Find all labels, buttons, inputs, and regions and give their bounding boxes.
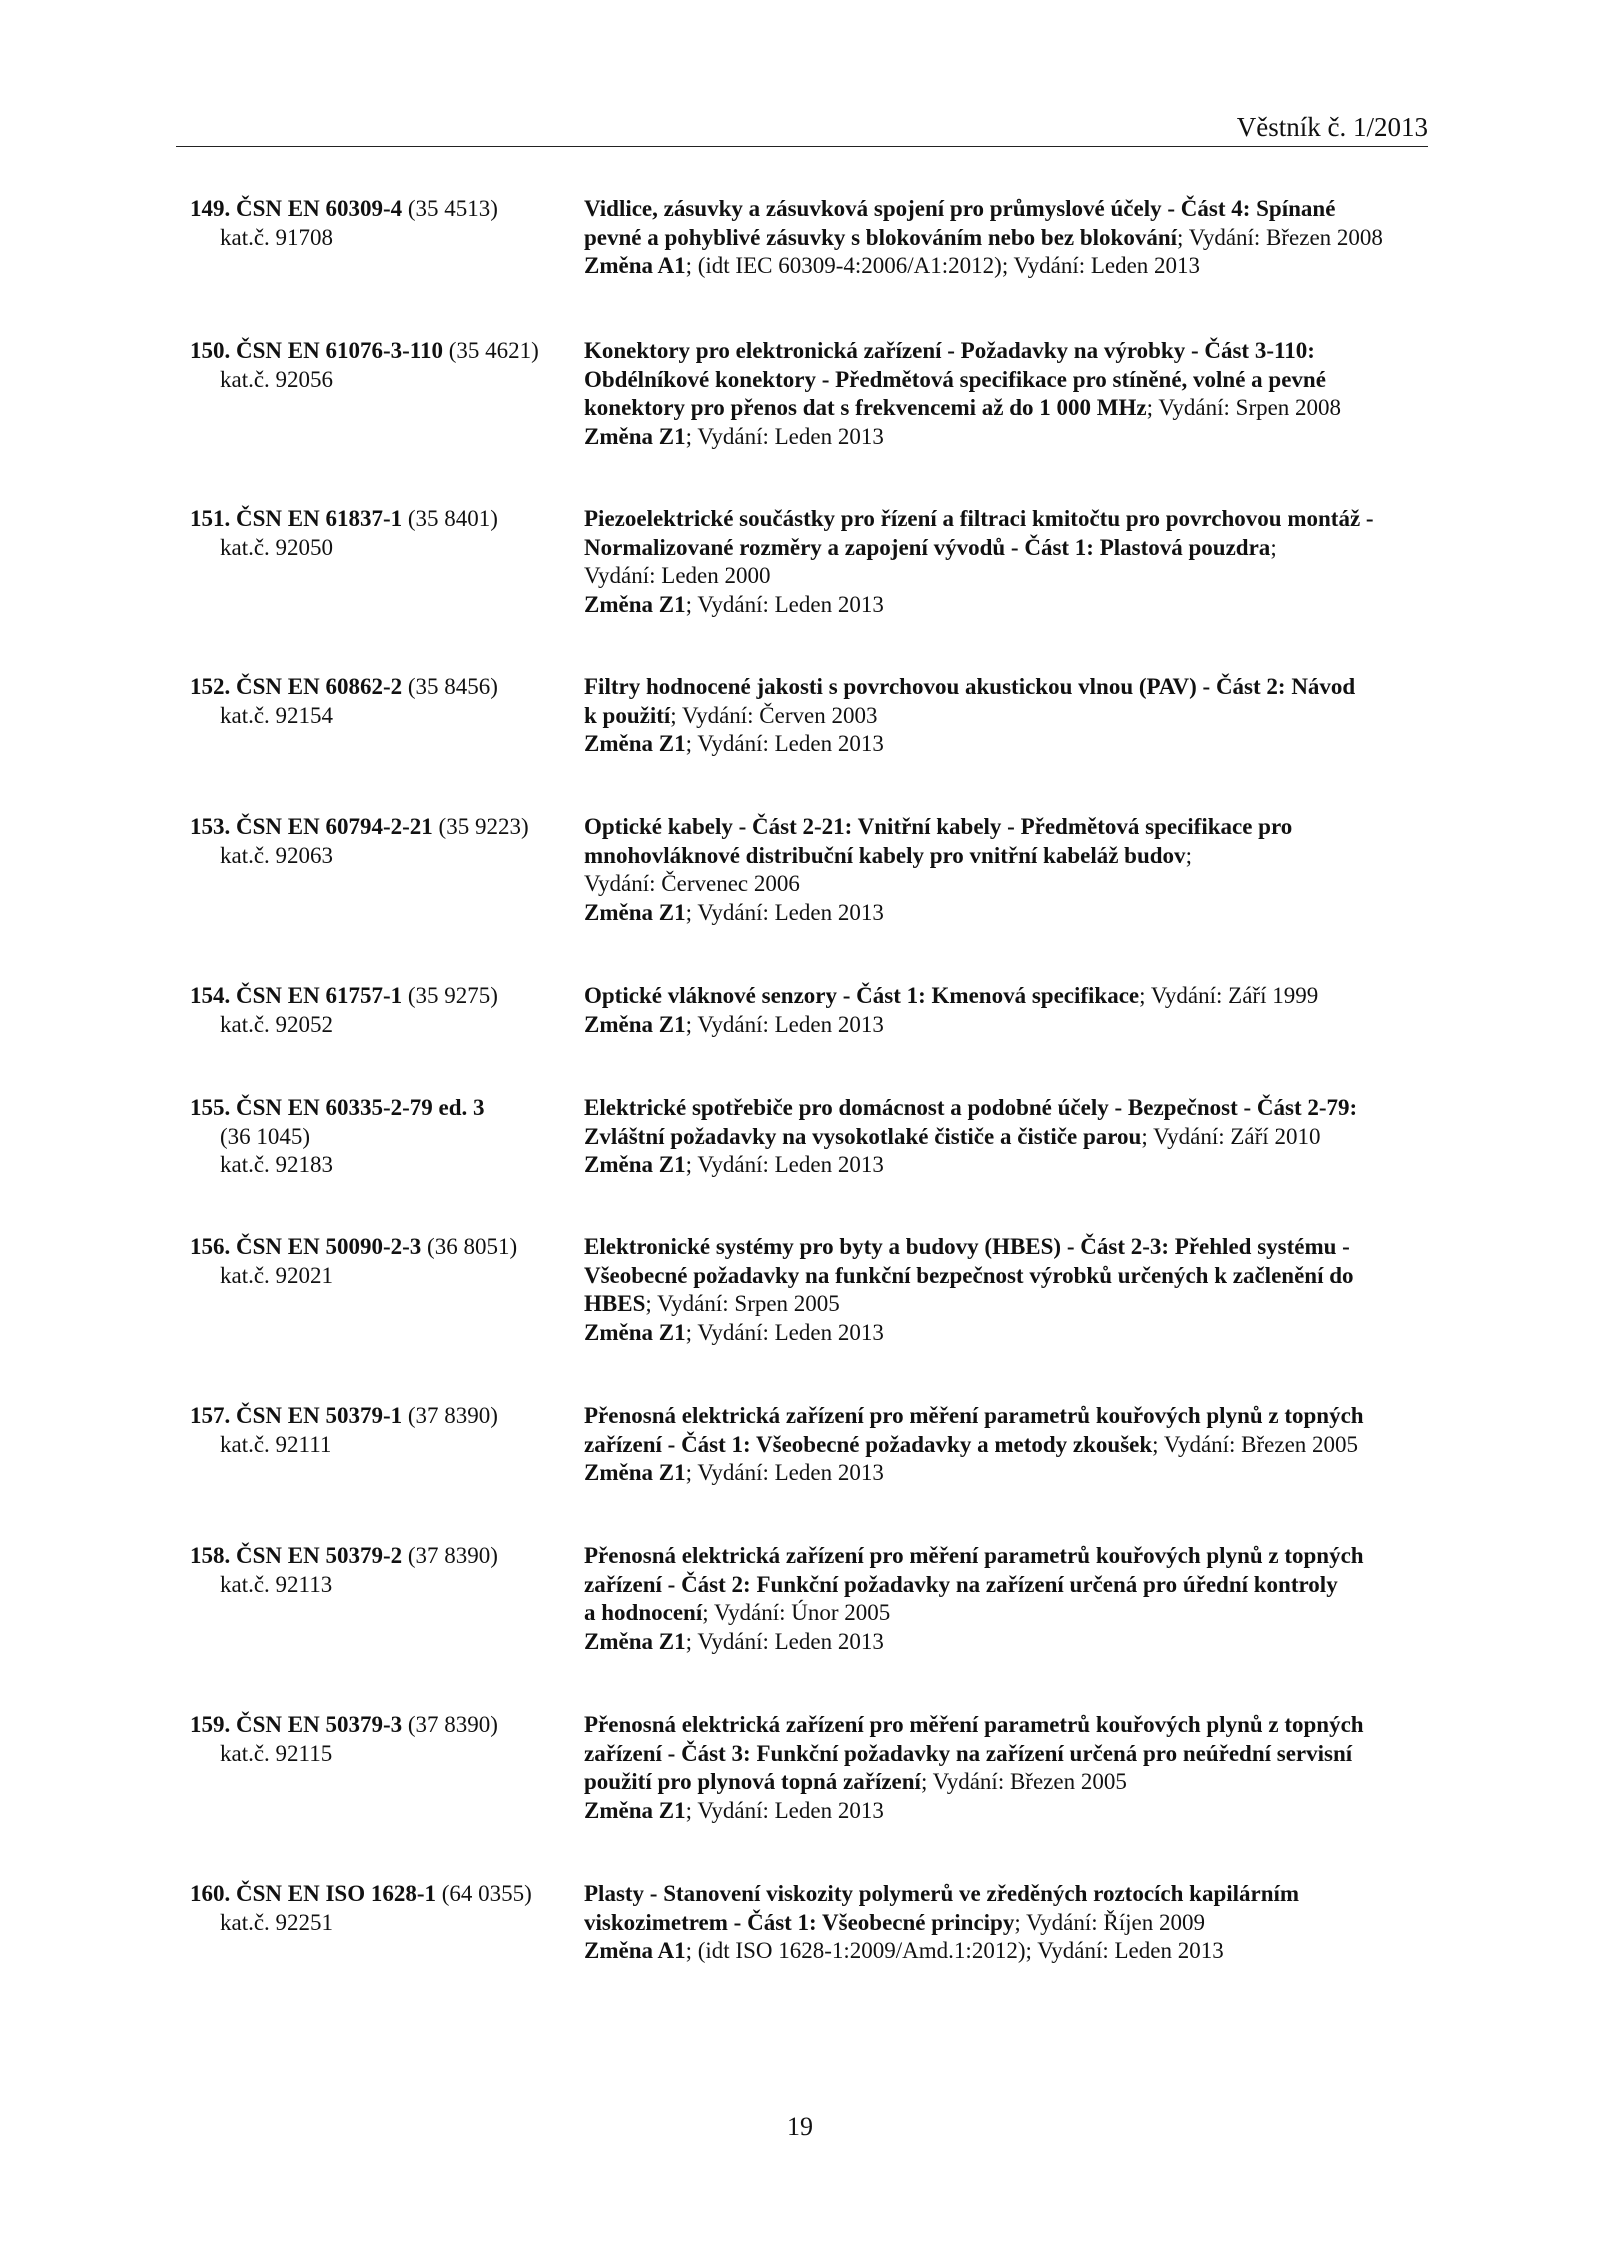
description-line: Normalizované rozměry a zapojení vývodů - Část 1: Plastová pouzdra; — [584, 534, 1277, 560]
description-line: Zvláštní požadavky na vysokotlaké čističe a čističe parou; Vydání: Září 2010 — [584, 1123, 1321, 1149]
standard-code: 150. ČSN EN 61076-3-110 (35 4621) — [190, 338, 539, 363]
standard-code: 153. ČSN EN 60794-2-21 (35 9223) — [190, 814, 529, 839]
description-line: zařízení - Část 2: Funkční požadavky na zařízení určená pro úřední kontroly — [584, 1571, 1338, 1597]
standard-description — [584, 1233, 1434, 1347]
standard-code: 155. ČSN EN 60335-2-79 ed. 3 — [190, 1095, 485, 1120]
standard-code: 160. ČSN EN ISO 1628-1 (64 0355) — [190, 1881, 532, 1906]
standard-designation — [190, 1880, 560, 1937]
description-line: konektory pro přenos dat s frekvencemi až do 1 000 MHz; Vydání: Srpen 2008 — [584, 395, 1342, 421]
description-line: viskozimetrem - Část 1: Všeobecné principy; Vydání: Říjen 2009 — [584, 1909, 1205, 1935]
standard-class: (36 1045) — [220, 1123, 311, 1149]
catalog-number: kat.č. 92183 — [220, 1152, 334, 1178]
description-line: Změna Z1; Vydání: Leden 2013 — [584, 1797, 884, 1823]
description-line: Obdélníkové konektory - Předmětová specifikace pro stíněné, volné a pevné — [584, 366, 1326, 392]
standard-designation — [190, 982, 560, 1039]
page-header-title: Věstník č. 1/2013 — [1236, 112, 1428, 142]
standard-description — [584, 673, 1434, 759]
description-line: Změna Z1; Vydání: Leden 2013 — [584, 731, 884, 757]
description-line: zařízení - Část 3: Funkční požadavky na zařízení určená pro neúřední servisní — [584, 1740, 1353, 1766]
description-line: pevné a pohyblivé zásuvky s blokováním nebo bez blokování; Vydání: Březen 2008 — [584, 224, 1383, 250]
catalog-number: kat.č. 92052 — [220, 1011, 334, 1037]
description-line: Plasty - Stanovení viskozity polymerů ve zředěných roztocích kapilárním — [584, 1881, 1300, 1906]
standard-description — [584, 1880, 1434, 1966]
standard-code: 158. ČSN EN 50379-2 (37 8390) — [190, 1543, 498, 1568]
standard-description — [584, 813, 1434, 927]
description-line: Změna Z1; Vydání: Leden 2013 — [584, 423, 884, 449]
description-line: Přenosná elektrická zařízení pro měření parametrů kouřových plynů z topných — [584, 1403, 1364, 1428]
description-line: Změna Z1; Vydání: Leden 2013 — [584, 899, 884, 925]
description-line: Změna Z1; Vydání: Leden 2013 — [584, 1011, 884, 1037]
description-line: Přenosná elektrická zařízení pro měření parametrů kouřových plynů z topných — [584, 1543, 1364, 1568]
description-line: Optické vláknové senzory - Část 1: Kmenová specifikace; Vydání: Září 1999 — [584, 983, 1319, 1008]
description-line: Změna Z1; Vydání: Leden 2013 — [584, 1152, 884, 1178]
catalog-number: kat.č. 92113 — [220, 1571, 333, 1597]
standard-designation — [190, 1094, 560, 1180]
description-line: použití pro plynová topná zařízení; Vydání: Březen 2005 — [584, 1769, 1127, 1795]
description-line: HBES; Vydání: Srpen 2005 — [584, 1291, 840, 1317]
catalog-number: kat.č. 92056 — [220, 366, 334, 392]
standard-designation — [190, 1711, 560, 1768]
standard-code: 156. ČSN EN 50090-2-3 (36 8051) — [190, 1234, 518, 1259]
standard-designation — [190, 1233, 560, 1290]
standard-description — [584, 1094, 1434, 1180]
catalog-number: kat.č. 92063 — [220, 842, 334, 868]
description-line: Změna Z1; Vydání: Leden 2013 — [584, 1628, 884, 1654]
catalog-number: kat.č. 92111 — [220, 1431, 332, 1457]
description-line: Změna Z1; Vydání: Leden 2013 — [584, 591, 884, 617]
standard-code: 151. ČSN EN 61837-1 (35 8401) — [190, 506, 498, 531]
standard-designation — [190, 505, 560, 562]
description-line: Filtry hodnocené jakosti s povrchovou akustickou vlnou (PAV) - Část 2: Návod — [584, 674, 1356, 699]
catalog-number: kat.č. 92154 — [220, 702, 334, 728]
standard-description — [584, 1542, 1434, 1656]
description-line: Přenosná elektrická zařízení pro měření parametrů kouřových plynů z topných — [584, 1712, 1364, 1737]
standard-description — [584, 982, 1434, 1039]
standard-designation — [190, 337, 560, 394]
catalog-number: kat.č. 92115 — [220, 1740, 333, 1766]
standard-designation — [190, 813, 560, 870]
standard-code: 157. ČSN EN 50379-1 (37 8390) — [190, 1403, 498, 1428]
description-line: Elektrické spotřebiče pro domácnost a podobné účely - Bezpečnost - Část 2-79: — [584, 1095, 1358, 1120]
description-line: Všeobecné požadavky na funkční bezpečnost výrobků určených k začlenění do — [584, 1262, 1354, 1288]
standard-code: 159. ČSN EN 50379-3 (37 8390) — [190, 1712, 498, 1737]
catalog-number: kat.č. 91708 — [220, 224, 334, 250]
description-line: zařízení - Část 1: Všeobecné požadavky a metody zkoušek; Vydání: Březen 2005 — [584, 1431, 1359, 1457]
standard-description — [584, 337, 1434, 451]
catalog-number: kat.č. 92050 — [220, 534, 334, 560]
catalog-number: kat.č. 92251 — [220, 1909, 334, 1935]
description-line: k použití; Vydání: Červen 2003 — [584, 702, 878, 728]
description-line: Vidlice, zásuvky a zásuvková spojení pro průmyslové účely - Část 4: Spínané — [584, 196, 1336, 221]
standard-description — [584, 505, 1434, 619]
header-rule — [176, 146, 1428, 147]
standard-code: 149. ČSN EN 60309-4 (35 4513) — [190, 196, 498, 221]
page-number: 19 — [787, 2112, 813, 2141]
description-line: Změna Z1; Vydání: Leden 2013 — [584, 1319, 884, 1345]
description-line: Změna A1; (idt ISO 1628-1:2009/Amd.1:2012); Vydání: Leden 2013 — [584, 1938, 1224, 1964]
description-line: Vydání: Červenec 2006 — [584, 871, 800, 897]
standard-designation — [190, 1542, 560, 1599]
description-line: a hodnocení; Vydání: Únor 2005 — [584, 1600, 891, 1626]
standard-description — [584, 1711, 1434, 1825]
description-line: Piezoelektrické součástky pro řízení a filtraci kmitočtu pro povrchovou montáž - — [584, 506, 1374, 531]
description-line: Změna Z1; Vydání: Leden 2013 — [584, 1460, 884, 1486]
standard-description — [584, 195, 1434, 281]
description-line: mnohovláknové distribuční kabely pro vnitřní kabeláž budov; — [584, 842, 1192, 868]
description-line: Optické kabely - Část 2-21: Vnitřní kabely - Předmětová specifikace pro — [584, 814, 1293, 839]
catalog-number: kat.č. 92021 — [220, 1262, 334, 1288]
standard-designation — [190, 673, 560, 730]
standard-code: 154. ČSN EN 61757-1 (35 9275) — [190, 983, 498, 1008]
description-line: Elektronické systémy pro byty a budovy (HBES) - Část 2-3: Přehled systému - — [584, 1234, 1350, 1259]
standard-description — [584, 1402, 1434, 1488]
description-line: Konektory pro elektronická zařízení - Požadavky na výrobky - Část 3-110: — [584, 338, 1315, 363]
description-line: Vydání: Leden 2000 — [584, 563, 771, 589]
standard-designation — [190, 1402, 560, 1459]
standard-designation — [190, 195, 560, 252]
standard-code: 152. ČSN EN 60862-2 (35 8456) — [190, 674, 498, 699]
description-line: Změna A1; (idt IEC 60309-4:2006/A1:2012); Vydání: Leden 2013 — [584, 253, 1201, 279]
